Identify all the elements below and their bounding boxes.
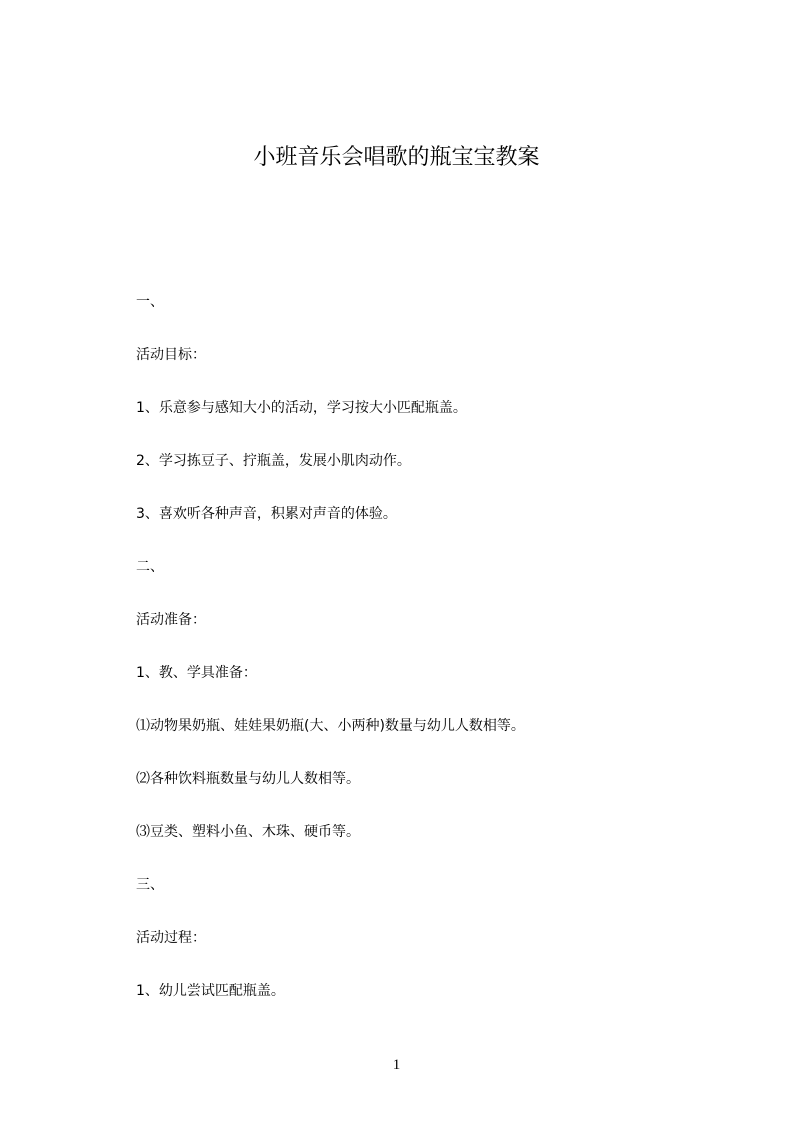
preparation-subitem-3: ⑶豆类、塑料小鱼、木珠、硬币等。 [136, 824, 360, 840]
section-heading-2: 二、 [136, 559, 164, 575]
section-label-process: 活动过程： [136, 930, 206, 946]
process-item-1: 1、幼儿尝试匹配瓶盖。 [136, 983, 285, 999]
section-heading-3: 三、 [136, 877, 164, 893]
section-heading-1: 一、 [136, 294, 164, 310]
page-number: 1 [392, 1057, 401, 1073]
preparation-item-1: 1、教、学具准备： [136, 665, 257, 681]
preparation-subitem-2: ⑵各种饮料瓶数量与幼儿人数相等。 [136, 771, 360, 787]
section-label-goals: 活动目标： [136, 347, 206, 363]
goal-item-1: 1、乐意参与感知大小的活动，学习按大小匹配瓶盖。 [136, 400, 467, 416]
goal-item-3: 3、喜欢听各种声音，积累对声音的体验。 [136, 506, 397, 522]
document-title: 小班音乐会唱歌的瓶宝宝教案 [253, 145, 540, 170]
preparation-subitem-1: ⑴动物果奶瓶、娃娃果奶瓶(大、小两种)数量与幼儿人数相等。 [136, 718, 525, 734]
goal-item-2: 2、学习拣豆子、拧瓶盖，发展小肌肉动作。 [136, 453, 411, 469]
section-label-preparation: 活动准备： [136, 612, 206, 628]
